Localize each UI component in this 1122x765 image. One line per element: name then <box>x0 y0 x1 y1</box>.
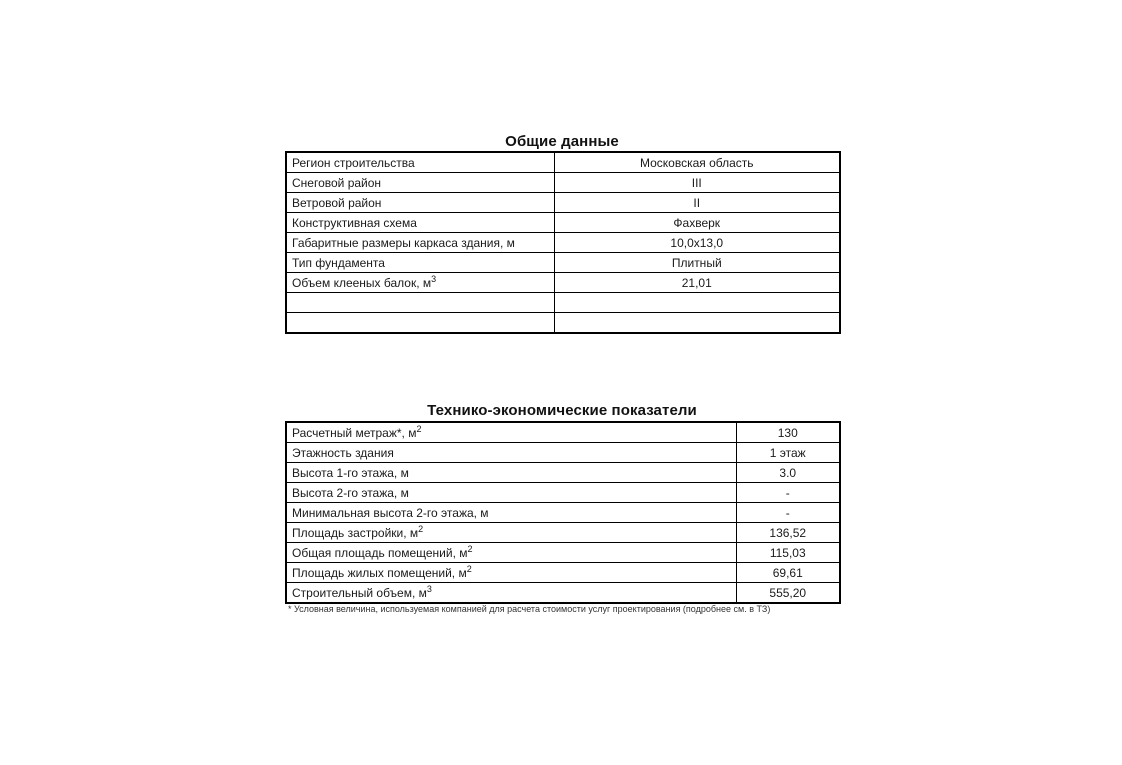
row-label-text: Минимальная высота 2-го этажа, м <box>292 505 489 520</box>
row-label <box>286 193 554 213</box>
tech-economic-title: Технико-экономические показатели <box>427 402 697 419</box>
row-label <box>286 173 554 193</box>
unit-superscript: 2 <box>467 543 473 554</box>
row-label-text: Объем клееных балок, м <box>292 275 432 290</box>
row-label-text: Тип фундамента <box>292 255 385 270</box>
row-value: 115,03 <box>736 543 840 563</box>
row-value: - <box>736 503 840 523</box>
row-label <box>286 483 736 503</box>
row-label <box>286 543 736 563</box>
row-label <box>286 563 736 583</box>
table-row <box>286 193 840 213</box>
row-label-text: Регион строительства <box>292 155 415 170</box>
row-value: 10,0x13,0 <box>554 233 840 253</box>
row-value: 69,61 <box>736 563 840 583</box>
general-data-table <box>285 151 841 334</box>
row-label <box>286 273 554 293</box>
table-row <box>286 483 840 503</box>
row-label-text: Высота 1-го этажа, м <box>292 465 409 480</box>
unit-superscript: 3 <box>431 273 437 284</box>
table-row <box>286 233 840 253</box>
row-value <box>554 293 840 313</box>
row-label <box>286 313 554 334</box>
row-label <box>286 213 554 233</box>
table-row <box>286 313 840 334</box>
table-row <box>286 523 840 543</box>
unit-superscript: 2 <box>418 523 424 534</box>
table-row <box>286 173 840 193</box>
row-value: 130 <box>736 422 840 443</box>
row-value: Плитный <box>554 253 840 273</box>
row-label-text: Общая площадь помещений, м <box>292 545 468 560</box>
row-label-text: Расчетный метраж*, м <box>292 425 417 440</box>
tech-economic-table <box>285 421 841 604</box>
unit-superscript: 2 <box>416 423 422 434</box>
table-row <box>286 443 840 463</box>
row-value: III <box>554 173 840 193</box>
row-value: 1 этаж <box>736 443 840 463</box>
row-label-text: Этажность здания <box>292 445 394 460</box>
row-label-text: Конструктивная схема <box>292 215 417 230</box>
row-value: 136,52 <box>736 523 840 543</box>
row-label <box>286 503 736 523</box>
table-row <box>286 543 840 563</box>
row-label <box>286 152 554 173</box>
row-value: 21,01 <box>554 273 840 293</box>
unit-superscript: 2 <box>466 563 472 574</box>
table-row <box>286 422 840 443</box>
row-label-text: Высота 2-го этажа, м <box>292 485 409 500</box>
row-label-text: Площадь застройки, м <box>292 525 419 540</box>
table-row <box>286 583 840 604</box>
row-value: Московская область <box>554 152 840 173</box>
footnote: * Условная величина, используемая компанией для расчета стоимости услуг проектирования (подробнее см. в ТЗ) <box>288 604 771 614</box>
row-label <box>286 422 736 443</box>
row-label-text: Ветровой район <box>292 195 382 210</box>
row-value: II <box>554 193 840 213</box>
table-row <box>286 563 840 583</box>
row-label-text: Габаритные размеры каркаса здания, м <box>292 235 515 250</box>
row-value: 555,20 <box>736 583 840 604</box>
row-label-text: Строительный объем, м <box>292 585 427 600</box>
table-row <box>286 463 840 483</box>
row-label-text: Площадь жилых помещений, м <box>292 565 467 580</box>
table-row <box>286 503 840 523</box>
row-label <box>286 293 554 313</box>
row-label <box>286 463 736 483</box>
row-label <box>286 233 554 253</box>
table-row <box>286 213 840 233</box>
table-row <box>286 152 840 173</box>
unit-superscript: 3 <box>426 583 432 594</box>
row-value: Фахверк <box>554 213 840 233</box>
row-label <box>286 443 736 463</box>
table-row <box>286 293 840 313</box>
row-label <box>286 583 736 604</box>
row-value: 3.0 <box>736 463 840 483</box>
table-row <box>286 253 840 273</box>
row-value: - <box>736 483 840 503</box>
table-row <box>286 273 840 293</box>
row-label <box>286 523 736 543</box>
row-label <box>286 253 554 273</box>
general-data-title: Общие данные <box>505 133 619 150</box>
row-value <box>554 313 840 334</box>
row-label-text: Снеговой район <box>292 175 382 190</box>
